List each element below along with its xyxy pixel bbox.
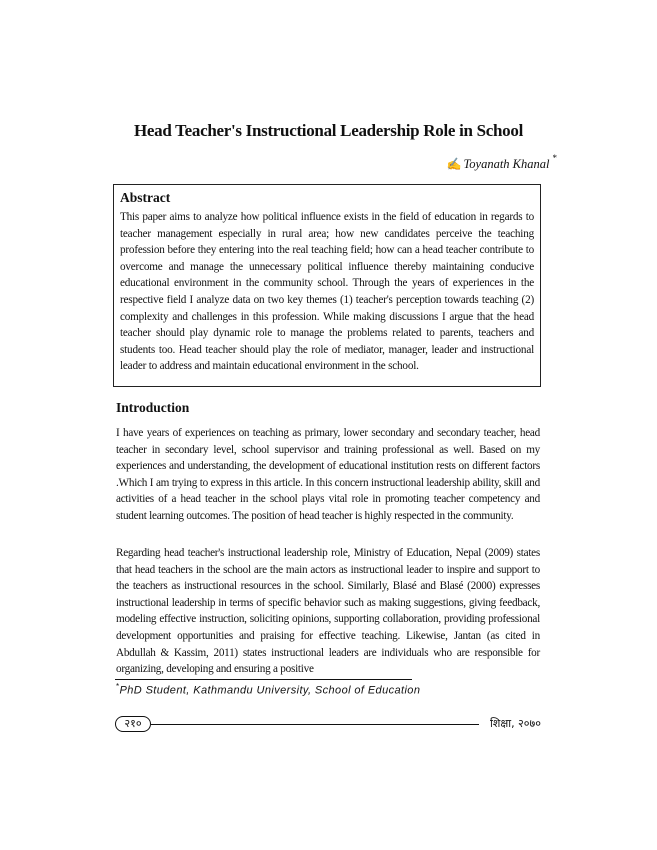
author-name: Toyanath Khanal	[463, 157, 550, 172]
abstract-heading: Abstract	[120, 190, 171, 205]
footnote-text: PhD Student, Kathmandu University, School of Education	[119, 684, 421, 697]
paper-title: Head Teacher's Instructional Leadership Role in School	[133, 121, 523, 140]
abstract-text: This paper aims to analyze how political influence exists in the field of education in regards to teacher management especially in rural area; how new candidates perceive the teaching profession before they entering into the real teaching field; how can a head teacher contribute to overcome and manage the unnecessary political influence thereby maintaining conducive educational environment in the community school. Through the years of experiences in the respective field I analyze data on two key themes (1) teacher's perception towards teaching (2) complexity and challenges in this profession. While making discussions I argue that the head teacher should play dynamic role to manage the problems related to parents, teachers and students too. Head teacher should play the role of mediator, manager, leader and instructional leader to address and maintain educational environment in the school.	[120, 211, 534, 373]
journal-name: शिक्षा, २०७०	[490, 717, 541, 730]
footnote-divider	[115, 679, 412, 680]
author-footnote-marker: *	[552, 153, 557, 163]
author-line	[447, 155, 557, 172]
introduction-paragraph: Regarding head teacher's instructional leadership role, Ministry of Education, Nepal (2009) states that head teachers in the school are the main actors as instructional leader to inspire and support to the teachers as instructional resources in the school. Similarly, Blasé and Blasé (2000) expresses instructional leadership in terms of specific behavior such as making suggestions, giving feedback, modeling effective instruction, soliciting opinions, supporting collaboration, providing professional development opportunities and praising for effective teaching. Likewise, Jantan (as cited in Abdullah & Kassim, 2011) states instructional leaders are individuals who are responsible for organizing, developing and ensuring a positive	[116, 547, 540, 676]
pen-icon: ✍	[446, 157, 462, 172]
abstract-box	[113, 184, 541, 387]
footer-divider	[151, 724, 479, 725]
footnote	[116, 682, 420, 697]
introduction-paragraph: I have years of experiences on teaching as primary, lower secondary and secondary teacher, head teacher in secondary level, school supervisor and training professional as well. Based on my experiences and understanding, the development of educational institution rests on different factors .Which I am trying to express in this article. In this concern instructional leadership ability, skill and activities of a head teacher in the school plays vital role in promoting teacher competency and student learning outcomes. The position of head teacher is highly respected in the community.	[116, 427, 540, 522]
introduction-heading: Introduction	[116, 400, 190, 415]
footnote-marker: *	[116, 682, 120, 691]
page-number: २१०	[115, 716, 151, 732]
